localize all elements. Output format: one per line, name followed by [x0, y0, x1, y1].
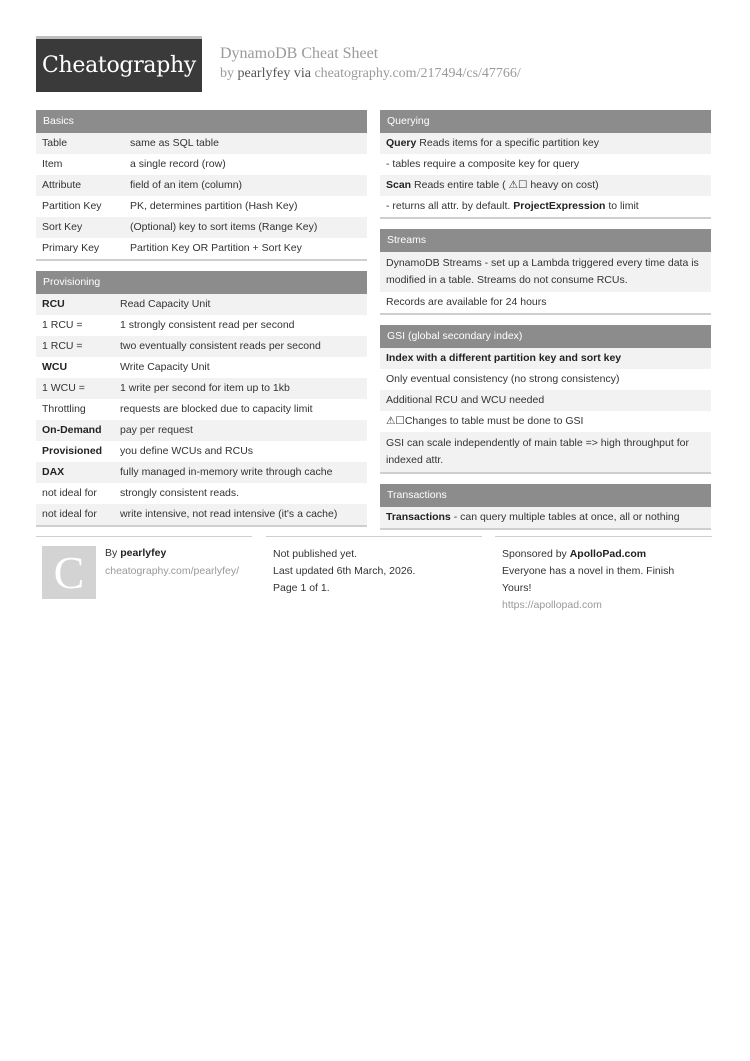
definition: Partition Key OR Partition + Sort Key: [130, 242, 302, 254]
definition: two eventually consistent reads per second: [120, 340, 321, 352]
avatar[interactable]: [42, 546, 96, 599]
basics-section: [36, 110, 367, 261]
footer-by: By: [105, 547, 118, 559]
item-text: - can query multiple tables at once, all or nothing: [450, 511, 680, 523]
author-link[interactable]: pearlyfey: [237, 66, 291, 81]
term: Throttling: [42, 403, 86, 415]
section-title: Provisioning: [36, 271, 367, 294]
section-title: Streams: [380, 229, 711, 252]
list-item: [380, 390, 711, 411]
definition: 1 strongly consistent read per second: [120, 319, 295, 331]
footer: [36, 536, 716, 611]
definition: pay per request: [120, 424, 193, 436]
term: Sort Key: [42, 221, 83, 233]
logo-text: Cheatography: [41, 53, 197, 78]
cheatography-logo[interactable]: [36, 36, 202, 92]
term: Attribute: [42, 179, 82, 191]
list-item: [380, 133, 711, 154]
table-row: [36, 336, 367, 357]
byline-via: via: [293, 66, 311, 81]
definition: field of an item (column): [130, 179, 243, 191]
table-row: [36, 315, 367, 336]
term: WCU: [42, 361, 68, 373]
sponsored-by: Sponsored by: [502, 548, 567, 560]
term: Item: [42, 158, 63, 170]
footer-meta: [266, 536, 482, 606]
definition: you define WCUs and RCUs: [120, 445, 254, 457]
table-row: [36, 217, 367, 238]
term: Provisioned: [42, 445, 103, 457]
right-column: [380, 110, 711, 540]
list-item: [380, 196, 711, 217]
table-row: [36, 294, 367, 315]
byline-by: by: [220, 66, 234, 81]
table-row: [36, 420, 367, 441]
table-row: [36, 357, 367, 378]
footer-author: [36, 536, 252, 606]
definition: a single record (row): [130, 158, 226, 170]
term: Partition Key: [42, 200, 102, 212]
definition: requests are blocked due to capacity limit: [120, 403, 313, 415]
section-title: Querying: [380, 110, 711, 133]
item-text: GSI can scale independently of main table => high throughput for indexed attr.: [386, 437, 689, 466]
streams-section: [380, 229, 711, 315]
published-status: Not published yet.: [273, 548, 358, 560]
list-item: [380, 348, 711, 369]
definition: fully managed in-memory write through cache: [120, 466, 333, 478]
definition: PK, determines partition (Hash Key): [130, 200, 298, 212]
definition: 1 write per second for item up to 1kb: [120, 382, 290, 394]
querying-section: [380, 110, 711, 219]
table-row: [36, 504, 367, 525]
item-text: Reads items for a specific partition key: [416, 137, 600, 149]
page-number: Page 1 of 1.: [273, 582, 330, 594]
item-text: - returns all attr. by default.: [386, 200, 514, 212]
item-text: to limit: [605, 200, 639, 212]
definition: write intensive, not read intensive (it's a cache): [120, 508, 338, 520]
item-text: ⚠☐Changes to table must be done to GSI: [386, 415, 584, 427]
sponsor-link[interactable]: ApolloPad.com: [569, 548, 647, 560]
table-row: [36, 196, 367, 217]
item-text: Additional RCU and WCU needed: [386, 394, 545, 406]
header: [36, 36, 716, 94]
definition: Write Capacity Unit: [120, 361, 210, 373]
term: DAX: [42, 466, 65, 478]
keyword: Query: [386, 137, 417, 149]
table-row: [36, 483, 367, 504]
table-row: [36, 441, 367, 462]
left-column: [36, 110, 367, 537]
keyword: Transactions: [386, 511, 451, 523]
item-text: Only eventual consistency (no strong consistency): [386, 373, 620, 385]
sponsor-line: [502, 546, 646, 563]
sponsor-text: Everyone has a novel in them. Finish Yours!: [502, 565, 675, 594]
provisioning-section: [36, 271, 367, 527]
keyword: Scan: [386, 179, 412, 191]
section-title: Basics: [36, 110, 367, 133]
item-text: Reads entire table ( ⚠☐ heavy on cost): [411, 179, 599, 191]
list-item: [380, 154, 711, 175]
table-row: [36, 378, 367, 399]
gsi-section: [380, 325, 711, 474]
list-item: [380, 411, 711, 432]
definition: (Optional) key to sort items (Range Key): [130, 221, 318, 233]
list-item: [380, 432, 711, 472]
footer-sponsor: [495, 536, 712, 611]
table-row: [36, 133, 367, 154]
list-item: [380, 507, 711, 528]
transactions-section: [380, 484, 711, 530]
item-text: Records are available for 24 hours: [386, 296, 547, 308]
table-row: [36, 399, 367, 420]
last-updated: Last updated 6th March, 2026.: [273, 565, 416, 577]
term: 1 RCU =: [42, 319, 83, 331]
keyword: ProjectExpression: [513, 200, 606, 212]
sheet-url-link[interactable]: cheatography.com/217494/cs/47766/: [314, 66, 521, 81]
section-title: GSI (global secondary index): [380, 325, 711, 348]
page-title: DynamoDB Cheat Sheet: [220, 45, 379, 62]
byline: [220, 66, 521, 82]
keyword: Index with a different partition key and sort key: [386, 352, 622, 364]
term: 1 WCU =: [42, 382, 85, 394]
term: Primary Key: [42, 242, 100, 254]
table-row: [36, 238, 367, 259]
term: Table: [42, 137, 68, 149]
avatar-letter: C: [53, 547, 85, 598]
term: On-Demand: [42, 424, 102, 436]
term: RCU: [42, 298, 65, 310]
footer-author-url[interactable]: cheatography.com/pearlyfey/: [105, 565, 240, 577]
footer-author-link[interactable]: pearlyfey: [120, 547, 167, 559]
term: not ideal for: [42, 487, 97, 499]
table-row: [36, 154, 367, 175]
definition: same as SQL table: [130, 137, 219, 149]
list-item: [380, 252, 711, 292]
table-row: [36, 462, 367, 483]
item-text: - tables require a composite key for query: [386, 158, 580, 170]
section-title: Transactions: [380, 484, 711, 507]
sponsor-url[interactable]: https://apollopad.com: [502, 599, 602, 611]
list-item: [380, 369, 711, 390]
term: not ideal for: [42, 508, 97, 520]
table-row: [36, 175, 367, 196]
list-item: [380, 292, 711, 313]
list-item: [380, 175, 711, 196]
term: 1 RCU =: [42, 340, 83, 352]
item-text: DynamoDB Streams - set up a Lambda triggered every time data is modified in a table. Streams do not consume RCUs.: [386, 257, 699, 286]
definition: Read Capacity Unit: [120, 298, 211, 310]
footer-byline: [105, 547, 166, 559]
definition: strongly consistent reads.: [120, 487, 240, 499]
